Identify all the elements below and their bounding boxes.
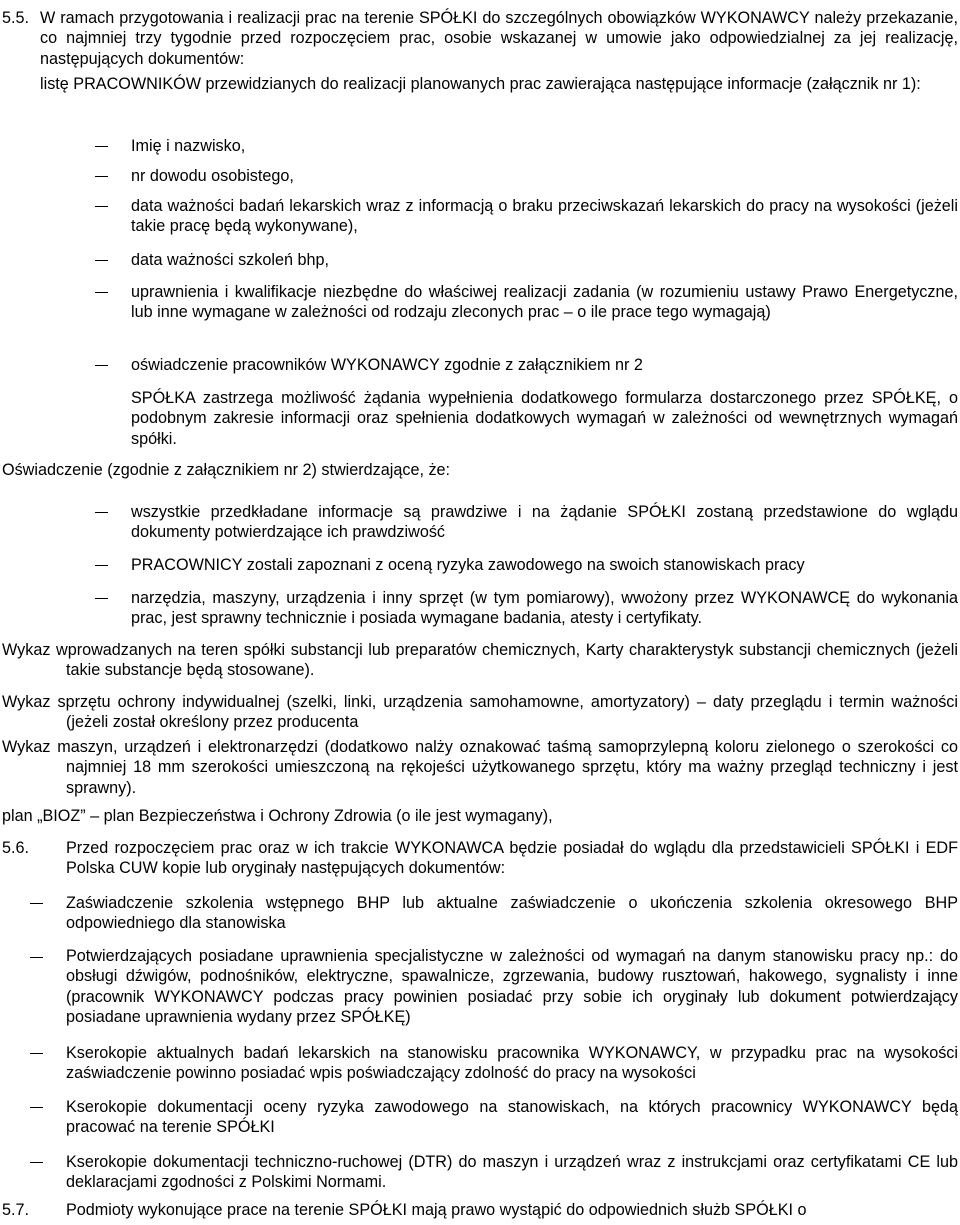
dash-bullet — [95, 176, 108, 177]
company-reservation-note: SPÓŁKA zastrzega możliwość żądania wypełnienia dodatkowego formularza dostarczonego przez SPÓŁKĘ, o podobnym zakresie informacji oraz spełnienia dodatkowych wymagań w zależności od wewnętrznych wymagań spółki. — [131, 389, 958, 448]
employee-list-item: data ważności badań lekarskich wraz z informacją o braku przeciwskazań lekarskich do pracy na wysokości (jeżeli takie pracę będą wykonywane), — [131, 197, 958, 236]
employee-list-item: nr dowodu osobistego, — [131, 167, 294, 185]
dash-bullet — [95, 365, 108, 366]
employee-list-intro: listę PRACOWNIKÓW przewidzianych do realizacji planowanych prac zawierająca następujące informacje (załącznik nr 1): — [40, 75, 921, 93]
document-item: Kserokopie dokumentacji techniczno-ruchowej (DTR) do maszyn i urządzeń wraz z instrukcjami oraz certyfikatami CE lub deklaracjami zgodności z Polskimi Normami. — [66, 1153, 958, 1192]
dash-bullet — [30, 903, 43, 904]
employee-list-item: uprawnienia i kwalifikacje niezbędne do właściwej realizacji zadania (w rozumieniu ustawy Prawo Energetyczne, lub inne wymagane w zależności od rodzaju zleconych prac – o ile prace tego wymagają) — [131, 283, 958, 322]
declaration-item: PRACOWNICY zostali zapoznani z oceną ryzyka zawodowego na swoich stanowiskach pracy — [131, 556, 805, 574]
document-item: Kserokopie aktualnych badań lekarskich na stanowisku pracownika WYKONAWCY, w przypadku prac na wysokości zaświadczenie powinno posiadać wpis poświadczający zdolność do pracy na wysokości — [66, 1044, 958, 1083]
section-number-5-7: 5.7. — [2, 1201, 30, 1219]
document-item: Potwierdzających posiadane uprawnienia specjalistyczne w zależności od wymagań na danym stanowisku pracy np.: do obsługi dźwigów, podnośników, elektryczne, spawalnicze, zgrzewania, budowy rusztowań, hakowego, sygnalisty i inne (pracownik WYKONAWCY podczas pracy powinien posiadać przy sobie ich oryginały lub dokument potwierdzający posiadane uprawnienia wydany przez SPÓŁKĘ) — [66, 947, 958, 1027]
dash-bullet — [95, 260, 108, 261]
ppe-list-paragraph: Wykaz sprzętu ochrony indywidualnej (szelki, linki, urządzenia samohamowne, amortyzatory) – daty przeglądu i termin ważności (jeżeli został określony przez producenta — [2, 693, 958, 732]
dash-bullet — [30, 1162, 43, 1163]
dash-bullet — [95, 598, 108, 599]
declaration-item: narzędzia, maszyny, urządzenia i inny sprzęt (w tym pomiarowy), wwożony przez WYKONAWCĘ do wykonania prac, jest sprawny technicznie i posiada wymagane badania, atesty i certyfikaty. — [131, 589, 958, 628]
employee-list-item: data ważności szkoleń bhp, — [131, 251, 329, 269]
dash-bullet — [95, 206, 108, 207]
chemicals-list-paragraph: Wykaz wprowadzanych na teren spółki substancji lub preparatów chemicznych, Karty charakterystyk substancji chemicznych (jeżeli takie substancje będą stosowane). — [2, 641, 958, 680]
dash-bullet — [95, 292, 108, 293]
employee-list-item: oświadczenie pracowników WYKONAWCY zgodnie z załącznikiem nr 2 — [131, 356, 643, 374]
section-number-5-5: 5.5. — [2, 9, 30, 27]
section-5-6-text: Przed rozpoczęciem prac oraz w ich trakcie WYKONAWCA będzie posiadał do wglądu dla przedstawicieli SPÓŁKI i EDF Polska CUW kopie lub oryginały następujących dokumentów: — [66, 839, 958, 878]
document-item: Kserokopie dokumentacji oceny ryzyka zawodowego na stanowiskach, na których pracownicy WYKONAWCY będą pracować na terenie SPÓŁKI — [66, 1098, 958, 1137]
dash-bullet — [95, 146, 108, 147]
declaration-item: wszystkie przedkładane informacje są prawdziwe i na żądanie SPÓŁKI zostaną przedstawione do wglądu dokumenty potwierdzające ich prawdziwość — [131, 503, 958, 542]
dash-bullet — [95, 512, 108, 513]
dash-bullet — [30, 1107, 43, 1108]
dash-bullet — [95, 565, 108, 566]
section-number-5-6: 5.6. — [2, 839, 30, 857]
section-5-5-text: W ramach przygotowania i realizacji prac na terenie SPÓŁKI do szczególnych obowiązków WYKONAWCY należy przekazanie, co najmniej trzy tygodnie przed rozpoczęciem prac, osobie wskazanej w umowie jako odpowiedzialnej za jej realizację, następujących dokumentów: — [40, 9, 958, 68]
employee-list-item: Imię i nazwisko, — [131, 137, 246, 155]
dash-bullet — [30, 957, 43, 958]
section-5-7-text: Podmioty wykonujące prace na terenie SPÓŁKI mają prawo wystąpić do odpowiednich służb SPÓŁKI o — [66, 1201, 807, 1219]
dash-bullet — [30, 1053, 43, 1054]
bioz-plan-paragraph: plan „BIOZ” – plan Bezpieczeństwa i Ochrony Zdrowia (o ile jest wymagany), — [2, 807, 553, 825]
document-item: Zaświadczenie szkolenia wstępnego BHP lub aktualne zaświadczenie o ukończenia szkolenia okresowego BHP odpowiedniego dla stanowiska — [66, 894, 958, 933]
declaration-intro: Oświadczenie (zgodnie z załącznikiem nr 2) stwierdzające, że: — [2, 461, 451, 479]
machines-list-paragraph: Wykaz maszyn, urządzeń i elektronarzędzi (dodatkowo nalży oznakować taśmą samoprzylepną koloru zielonego o szerokości co najmniej 18 mm szerokości umieszczoną na rękojeści użytkowanego sprzętu, który ma ważny przegląd techniczny i jest sprawny). — [2, 738, 958, 797]
